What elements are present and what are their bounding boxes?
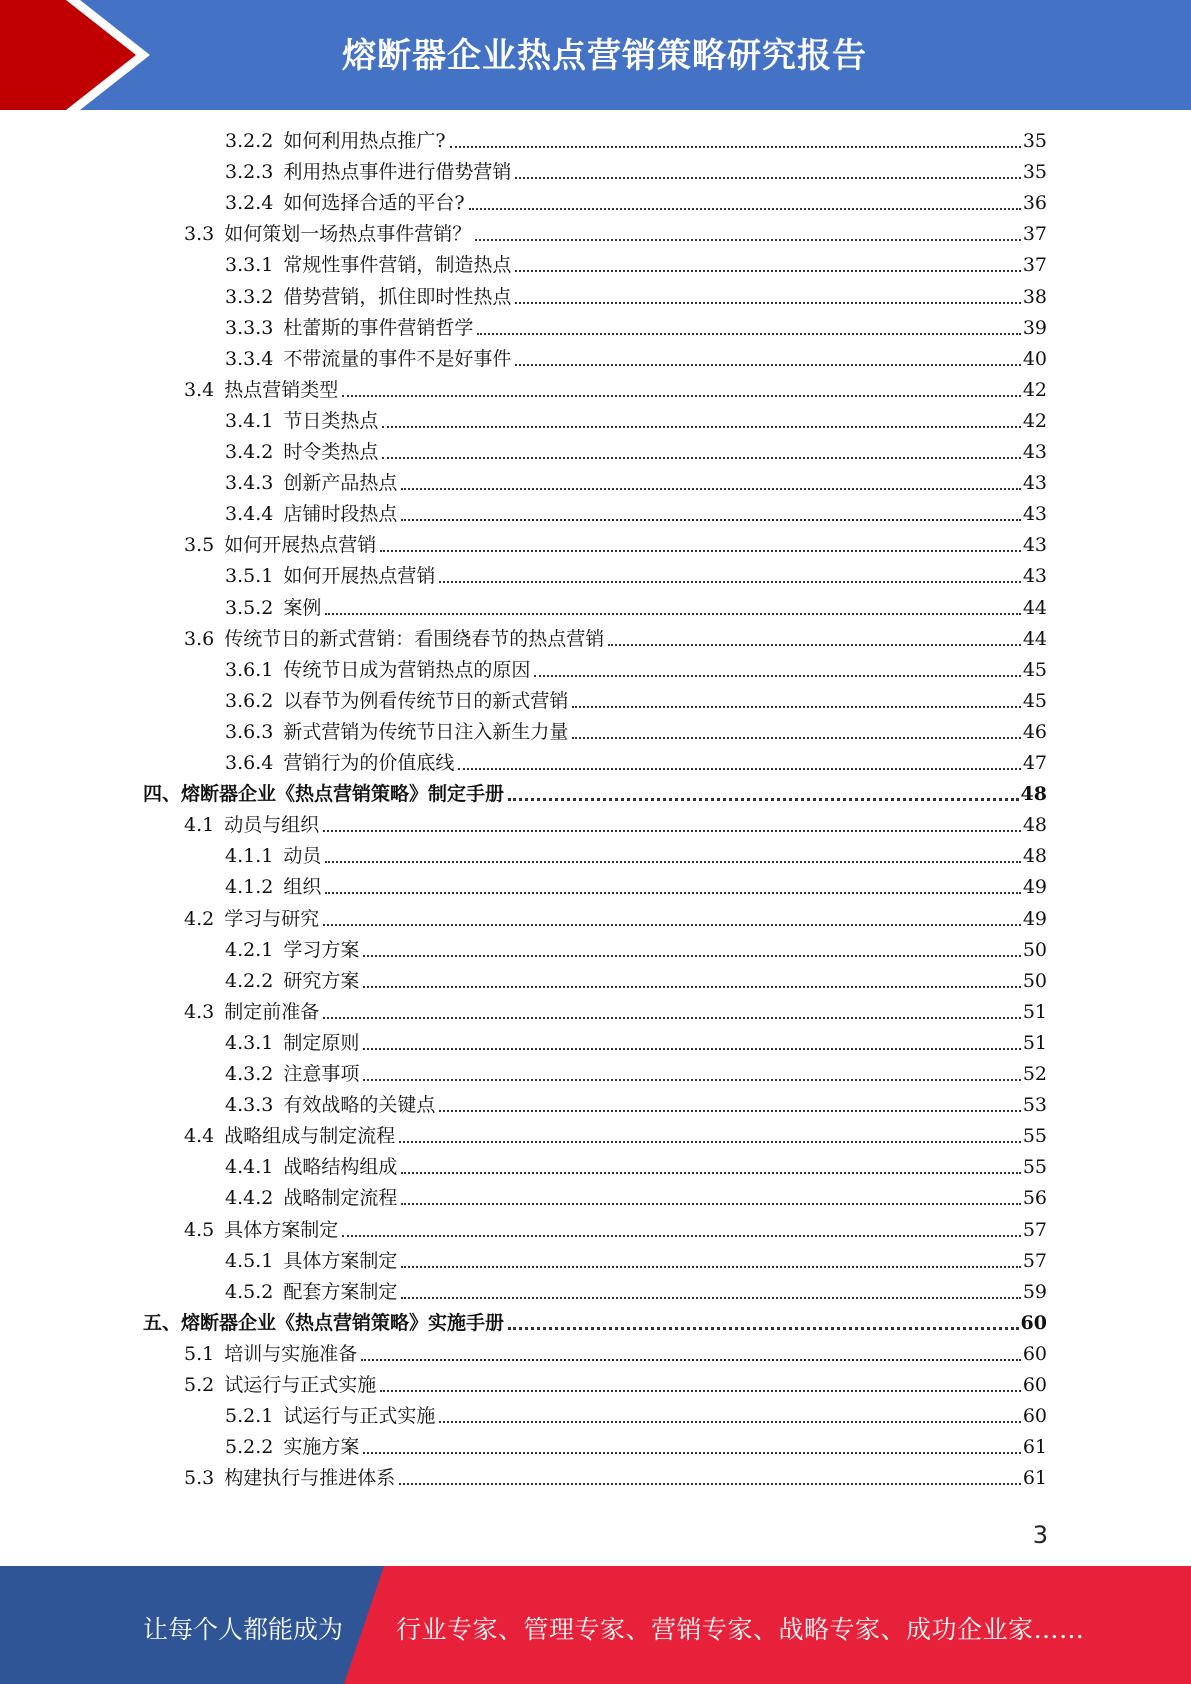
toc-entry-title: 传统节日成为营销热点的原因 <box>283 659 531 681</box>
toc-entry-number: 4.1.1 <box>225 845 274 867</box>
toc-entry-page: 48 <box>1020 783 1047 805</box>
toc-entry[interactable] <box>225 1185 1047 1211</box>
toc-entry-page: 61 <box>1022 1467 1047 1489</box>
toc-entry[interactable] <box>225 252 1047 278</box>
toc-entry-title: 注意事项 <box>283 1063 360 1085</box>
toc-dot-leader <box>382 426 1020 428</box>
toc-dot-leader <box>477 333 1020 335</box>
toc-entry-page: 35 <box>1022 130 1047 152</box>
toc-entry-title: 如何策划一场热点事件营销？ <box>224 223 472 245</box>
toc-dot-leader <box>401 519 1020 521</box>
toc-entry-number: 4.4.2 <box>225 1187 274 1209</box>
footer-slogan-left: 让每个人都能成为 <box>143 1615 344 1644</box>
toc-entry[interactable] <box>143 1310 1047 1336</box>
toc-entry-title: 店铺时段热点 <box>283 503 398 525</box>
toc-entry[interactable] <box>225 750 1047 776</box>
toc-entry-page: 35 <box>1022 161 1047 183</box>
toc-entry-page: 56 <box>1022 1187 1047 1209</box>
toc-entry-number: 4.3.2 <box>225 1063 274 1085</box>
toc-entry-title: 传统节日的新式营销：看围绕春节的热点营销 <box>224 628 605 650</box>
toc-entry-title: 如何开展热点营销 <box>224 534 377 556</box>
toc-dot-leader <box>342 395 1021 397</box>
toc-entry-page: 43 <box>1022 565 1047 587</box>
toc-entry-page: 37 <box>1022 223 1047 245</box>
toc-entry-number: 3.6.4 <box>225 752 274 774</box>
toc-entry-page: 39 <box>1022 317 1047 339</box>
toc-dot-leader <box>515 302 1020 304</box>
toc-entry[interactable] <box>184 812 1047 838</box>
toc-dot-leader <box>342 1235 1021 1237</box>
toc-entry-page: 55 <box>1022 1125 1047 1147</box>
toc-entry-page: 45 <box>1022 659 1047 681</box>
toc-dot-leader <box>439 1421 1020 1423</box>
toc-entry-page: 59 <box>1022 1281 1047 1303</box>
toc-entry-page: 50 <box>1022 970 1047 992</box>
toc-entry-number: 3.5 <box>184 534 215 556</box>
toc-entry-title: 学习与研究 <box>224 908 320 930</box>
toc-entry-page: 50 <box>1022 939 1047 961</box>
toc-entry[interactable] <box>225 563 1047 589</box>
toc-entry-title: 如何开展热点营销 <box>283 565 436 587</box>
toc-dot-leader <box>363 955 1020 957</box>
toc-dot-leader <box>515 177 1020 179</box>
toc-entry-number: 4.1 <box>184 814 215 836</box>
toc-entry-title: 学习方案 <box>283 939 360 961</box>
toc-entry-number: 4.2.1 <box>225 939 274 961</box>
toc-dot-leader <box>363 986 1020 988</box>
toc-entry-title: 杜蕾斯的事件营销哲学 <box>283 317 474 339</box>
toc-dot-leader <box>323 924 1021 926</box>
toc-entry[interactable] <box>225 657 1047 683</box>
toc-entry-page: 60 <box>1022 1405 1047 1427</box>
toc-entry[interactable] <box>225 1403 1047 1429</box>
toc-entry-page: 40 <box>1022 348 1047 370</box>
toc-entry[interactable] <box>225 1248 1047 1274</box>
toc-entry-number: 5.2 <box>184 1374 215 1396</box>
toc-entry-number: 3.6.1 <box>225 659 274 681</box>
toc-entry[interactable] <box>184 221 1047 247</box>
toc-dot-leader <box>439 1110 1020 1112</box>
toc-entry-number: 4.4.1 <box>225 1156 274 1178</box>
toc-entry-number: 5.3 <box>184 1467 215 1489</box>
toc-dot-leader <box>325 861 1020 863</box>
toc-dot-leader <box>508 798 1019 801</box>
toc-entry-title: 配套方案制定 <box>283 1281 398 1303</box>
toc-entry-number: 4.2.2 <box>225 970 274 992</box>
toc-entry-number: 4.4 <box>184 1125 215 1147</box>
toc-entry-page: 44 <box>1022 597 1047 619</box>
toc-dot-leader <box>515 364 1020 366</box>
toc-entry-number: 5.2.2 <box>225 1436 274 1458</box>
toc-entry-page: 60 <box>1022 1374 1047 1396</box>
toc-dot-leader <box>399 1141 1021 1143</box>
toc-entry[interactable] <box>184 532 1047 558</box>
toc-entry-title: 制定原则 <box>283 1032 360 1054</box>
toc-entry[interactable] <box>184 377 1047 403</box>
toc-entry-title: 有效战略的关键点 <box>283 1094 436 1116</box>
toc-entry[interactable] <box>184 906 1047 932</box>
toc-entry-title: 利用热点事件进行借势营销 <box>283 161 512 183</box>
toc-entry-page: 61 <box>1022 1436 1047 1458</box>
toc-entry[interactable] <box>225 1434 1047 1460</box>
toc-entry[interactable] <box>184 1341 1047 1367</box>
toc-entry-number: 3.3.1 <box>225 254 274 276</box>
toc-entry-page: 53 <box>1022 1094 1047 1116</box>
toc-entry[interactable] <box>225 719 1047 745</box>
toc-entry-number: 3.6.2 <box>225 690 274 712</box>
toc-dot-leader <box>572 737 1020 739</box>
toc-entry-number: 4.5 <box>184 1219 215 1241</box>
toc-entry-page: 45 <box>1022 690 1047 712</box>
toc-dot-leader <box>323 1017 1021 1019</box>
toc-dot-leader <box>608 644 1021 646</box>
toc-entry-title: 如何选择合适的平台? <box>283 192 465 214</box>
toc-entry-page: 51 <box>1022 1032 1047 1054</box>
toc-entry-title: 时令类热点 <box>283 441 379 463</box>
toc-dot-leader <box>325 892 1020 894</box>
page-footer <box>0 1566 1191 1684</box>
toc-entry-number: 3.4 <box>184 379 215 401</box>
toc-entry-number: 3.4.2 <box>225 441 274 463</box>
toc-entry-number: 3.2.3 <box>225 161 274 183</box>
toc-entry-title: 制定前准备 <box>224 1001 320 1023</box>
toc-entry-number: 3.2.4 <box>225 192 274 214</box>
toc-entry-number: 4.5.2 <box>225 1281 274 1303</box>
toc-entry-page: 43 <box>1022 503 1047 525</box>
toc-entry[interactable] <box>225 1092 1047 1118</box>
toc-dot-leader <box>323 830 1021 832</box>
report-title: 熔断器企业热点营销策略研究报告 <box>342 36 867 76</box>
toc-entry-title: 创新产品热点 <box>283 472 398 494</box>
toc-entry-title: 实施方案 <box>283 1436 360 1458</box>
toc-entry-page: 51 <box>1022 1001 1047 1023</box>
toc-entry-number: 5.2.1 <box>225 1405 274 1427</box>
toc-dot-leader <box>363 1079 1020 1081</box>
toc-entry[interactable] <box>225 315 1047 341</box>
toc-dot-leader <box>515 270 1020 272</box>
toc-entry[interactable] <box>184 626 1047 652</box>
toc-entry[interactable] <box>225 688 1047 714</box>
toc-entry[interactable] <box>225 159 1047 185</box>
toc-entry-page: 49 <box>1022 908 1047 930</box>
toc-dot-leader <box>450 146 1021 148</box>
toc-entry-page: 38 <box>1022 286 1047 308</box>
toc-dot-leader <box>469 208 1021 210</box>
toc-entry-title: 战略制定流程 <box>283 1187 398 1209</box>
toc-entry-page: 57 <box>1022 1219 1047 1241</box>
toc-entry-title: 动员 <box>283 845 322 867</box>
toc-entry[interactable] <box>225 501 1047 527</box>
toc-entry[interactable] <box>225 937 1047 963</box>
toc-entry-number: 4.3.3 <box>225 1094 274 1116</box>
toc-entry-page: 48 <box>1022 845 1047 867</box>
toc-entry[interactable] <box>184 1372 1047 1398</box>
toc-entry[interactable] <box>225 1061 1047 1087</box>
toc-entry-page: 57 <box>1022 1250 1047 1272</box>
toc-entry[interactable] <box>225 284 1047 310</box>
toc-entry-title: 营销行为的价值底线 <box>283 752 455 774</box>
toc-entry-title: 五、熔断器企业《热点营销策略》实施手册 <box>143 1312 505 1334</box>
toc-entry-page: 36 <box>1022 192 1047 214</box>
toc-entry[interactable] <box>225 595 1047 621</box>
toc-entry-number: 3.4.3 <box>225 472 274 494</box>
toc-dot-leader <box>401 1172 1020 1174</box>
toc-entry[interactable] <box>143 781 1047 807</box>
toc-entry[interactable] <box>225 470 1047 496</box>
toc-entry-title: 案例 <box>283 597 322 619</box>
toc-entry-page: 43 <box>1022 441 1047 463</box>
toc-dot-leader <box>361 1359 1021 1361</box>
toc-entry-title: 如何利用热点推广? <box>283 130 446 152</box>
toc-entry-page: 42 <box>1022 379 1047 401</box>
toc-entry-number: 4.1.2 <box>225 876 274 898</box>
page-header <box>0 0 1191 110</box>
toc-entry-page: 49 <box>1022 876 1047 898</box>
toc-dot-leader <box>401 1266 1020 1268</box>
toc-entry-number: 4.2 <box>184 908 215 930</box>
toc-entry-title: 以春节为例看传统节日的新式营销 <box>283 690 569 712</box>
toc-dot-leader <box>458 768 1020 770</box>
toc-entry-title: 动员与组织 <box>224 814 320 836</box>
toc-entry-page: 37 <box>1022 254 1047 276</box>
toc-entry-page: 42 <box>1022 410 1047 432</box>
toc-entry[interactable] <box>225 1154 1047 1180</box>
toc-entry-number: 3.4.1 <box>225 410 274 432</box>
toc-entry-title: 培训与实施准备 <box>224 1343 358 1365</box>
toc-dot-leader <box>508 1327 1019 1330</box>
toc-entry[interactable] <box>225 1030 1047 1056</box>
page-number: 3 <box>1032 1521 1048 1549</box>
toc-entry-title: 组织 <box>283 876 322 898</box>
toc-entry-number: 4.3 <box>184 1001 215 1023</box>
toc-entry-title: 热点营销类型 <box>224 379 339 401</box>
toc-entry[interactable] <box>184 1217 1047 1243</box>
toc-dot-leader <box>534 675 1020 677</box>
toc-entry-title: 构建执行与推进体系 <box>224 1467 396 1489</box>
toc-entry-page: 48 <box>1022 814 1047 836</box>
toc-entry[interactable] <box>225 968 1047 994</box>
toc-dot-leader <box>380 1390 1021 1392</box>
toc-entry-page: 52 <box>1022 1063 1047 1085</box>
toc-entry[interactable] <box>225 874 1047 900</box>
toc-entry-title: 借势营销，抓住即时性热点 <box>283 286 512 308</box>
toc-entry-number: 4.5.1 <box>225 1250 274 1272</box>
toc-entry-number: 3.5.2 <box>225 597 274 619</box>
toc-entry-title: 试运行与正式实施 <box>283 1405 436 1427</box>
toc-dot-leader <box>401 488 1020 490</box>
toc-entry-title: 研究方案 <box>283 970 360 992</box>
toc-entry-page: 47 <box>1022 752 1047 774</box>
toc-entry-title: 战略结构组成 <box>283 1156 398 1178</box>
toc-entry[interactable] <box>225 843 1047 869</box>
toc-dot-leader <box>475 239 1021 241</box>
toc-entry-number: 3.3.3 <box>225 317 274 339</box>
toc-entry-title: 具体方案制定 <box>224 1219 339 1241</box>
toc-entry-number: 3.3.4 <box>225 348 274 370</box>
toc-entry[interactable] <box>225 346 1047 372</box>
toc-entry-title: 具体方案制定 <box>283 1250 398 1272</box>
toc-dot-leader <box>363 1452 1020 1454</box>
toc-dot-leader <box>572 706 1020 708</box>
toc-entry-page: 43 <box>1022 472 1047 494</box>
toc-entry-number: 3.6 <box>184 628 215 650</box>
toc-entry-title: 新式营销为传统节日注入新生力量 <box>283 721 569 743</box>
toc-entry-title: 节日类热点 <box>283 410 379 432</box>
toc-dot-leader <box>382 457 1020 459</box>
toc-entry-title: 常规性事件营销，制造热点 <box>283 254 512 276</box>
toc-entry-number: 3.3 <box>184 223 215 245</box>
toc-dot-leader <box>439 581 1020 583</box>
toc-entry-page: 44 <box>1022 628 1047 650</box>
toc-entry-page: 60 <box>1020 1312 1047 1334</box>
toc-entry[interactable] <box>225 190 1047 216</box>
toc-entry-page: 55 <box>1022 1156 1047 1178</box>
toc-entry-title: 试运行与正式实施 <box>224 1374 377 1396</box>
toc-entry-title: 不带流量的事件不是好事件 <box>283 348 512 370</box>
toc-entry-number: 3.4.4 <box>225 503 274 525</box>
toc-entry[interactable] <box>225 128 1047 154</box>
toc-entry-page: 43 <box>1022 534 1047 556</box>
toc-entry-number: 3.2.2 <box>225 130 274 152</box>
toc-dot-leader <box>399 1483 1021 1485</box>
toc-dot-leader <box>363 1048 1020 1050</box>
toc-entry[interactable] <box>184 1465 1047 1491</box>
toc-dot-leader <box>325 613 1020 615</box>
toc-entry-page: 60 <box>1022 1343 1047 1365</box>
toc-entry[interactable] <box>225 408 1047 434</box>
toc-entry[interactable] <box>184 999 1047 1025</box>
toc-entry-number: 5.1 <box>184 1343 215 1365</box>
toc-entry-title: 战略组成与制定流程 <box>224 1125 396 1147</box>
toc-entry-number: 3.5.1 <box>225 565 274 587</box>
toc-entry-title: 四、熔断器企业《热点营销策略》制定手册 <box>143 783 505 805</box>
toc-entry[interactable] <box>225 439 1047 465</box>
toc-dot-leader <box>401 1297 1020 1299</box>
toc-entry[interactable] <box>225 1279 1047 1305</box>
footer-slogan-right: 行业专家、管理专家、营销专家、战略专家、成功企业家…… <box>396 1615 1085 1644</box>
toc-entry-number: 4.3.1 <box>225 1032 274 1054</box>
toc-entry-number: 3.3.2 <box>225 286 274 308</box>
toc-entry[interactable] <box>184 1123 1047 1149</box>
toc-dot-leader <box>380 550 1021 552</box>
toc-dot-leader <box>401 1203 1020 1205</box>
toc-entry-number: 3.6.3 <box>225 721 274 743</box>
toc-entry-page: 46 <box>1022 721 1047 743</box>
